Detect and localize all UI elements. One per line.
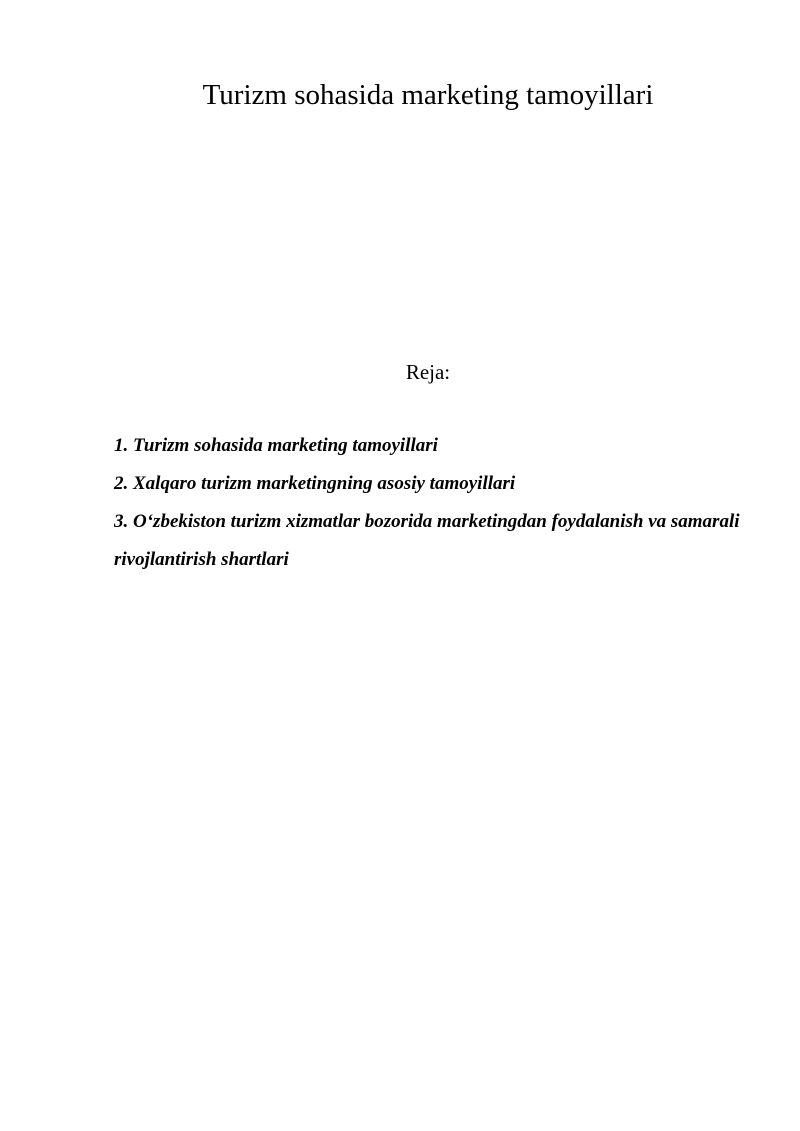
plan-heading: Reja: xyxy=(405,360,451,384)
plan-item: 3. O‘zbekiston turizm xizmatlar bozorida marketingdan foydalanish va samarali rivojlantirish shartlari xyxy=(114,511,740,570)
plan-item: 2. Xalqaro turizm marketingning asosiy tamoyillari xyxy=(114,473,516,494)
plan-item: 1. Turizm sohasida marketing tamoyillari xyxy=(114,435,438,456)
document-title: Turizm sohasida marketing tamoyillari xyxy=(202,79,654,111)
plan-list xyxy=(114,427,754,579)
